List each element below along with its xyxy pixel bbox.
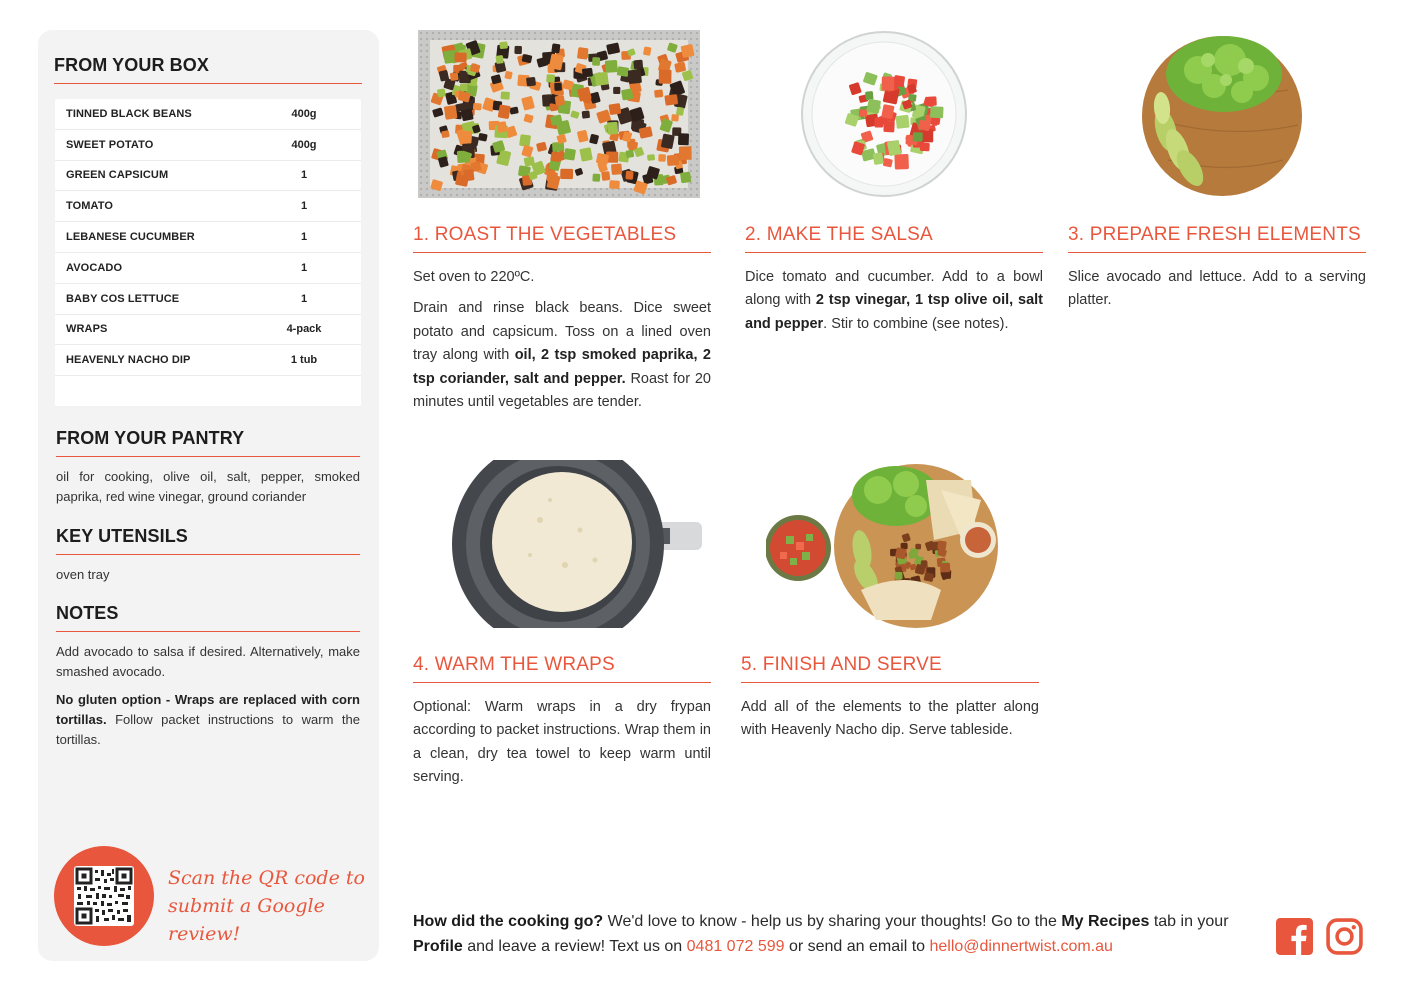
ingredient-qty: 1 tub bbox=[290, 354, 318, 367]
ingredient-name: TINNED BLACK BEANS bbox=[66, 107, 192, 120]
table-row bbox=[55, 315, 361, 346]
instagram-icon[interactable] bbox=[1326, 918, 1363, 955]
utensils-section bbox=[56, 526, 360, 585]
ingredient-qty: 1 bbox=[300, 292, 308, 305]
footer-my-recipes: My Recipes bbox=[1061, 913, 1150, 930]
review-footer bbox=[413, 909, 1263, 959]
box-section bbox=[54, 55, 362, 84]
step-5-title: 5. FINISH AND SERVE bbox=[741, 654, 1039, 683]
sidebar bbox=[38, 30, 379, 961]
step-1-title: 1. ROAST THE VEGETABLES bbox=[413, 224, 711, 253]
table-row bbox=[55, 161, 361, 192]
salsa-bowl-photo bbox=[800, 30, 968, 198]
footer-question: How did the cooking go? bbox=[413, 913, 604, 930]
ingredient-qty: 400g bbox=[291, 138, 317, 151]
ingredients-table bbox=[55, 99, 361, 406]
notes-gf-rest: Follow packet instructions to warm the tortillas. bbox=[56, 712, 360, 747]
qr-line-1: Scan the QR code to bbox=[168, 867, 365, 889]
ingredient-name: BABY COS LETTUCE bbox=[66, 292, 180, 305]
notes-text: Add avocado to salsa if desired. Alternatively, make smashed avocado. bbox=[56, 644, 360, 679]
email-link[interactable]: hello@dinnertwist.com.au bbox=[929, 938, 1113, 955]
step-2-text-bold: 2 tsp vinegar, 1 tsp olive oil, salt and pepper bbox=[745, 292, 1043, 332]
step-1-text-c: Roast for 20 minutes until vegetables are tender. bbox=[413, 370, 711, 411]
step-4-title: 4. WARM THE WRAPS bbox=[413, 654, 711, 683]
notes-gluten-free bbox=[56, 690, 360, 750]
qr-code-icon[interactable] bbox=[74, 866, 134, 926]
qr-code-badge[interactable] bbox=[54, 846, 154, 946]
step-2-text-a: Dice tomato and cucumber. Add to a bowl along with bbox=[745, 269, 1043, 309]
footer-text-4: or send an email to bbox=[784, 938, 930, 955]
step-1 bbox=[413, 224, 711, 422]
ingredient-name: TOMATO bbox=[66, 200, 114, 213]
step-2-text bbox=[745, 266, 1043, 336]
finish-and-serve-photo bbox=[766, 460, 1016, 628]
step-3 bbox=[1068, 224, 1366, 321]
pantry-section bbox=[56, 428, 360, 507]
ingredient-name: LEBANESE CUCUMBER bbox=[66, 231, 195, 244]
footer-text-3: and leave a review! Text us on bbox=[462, 938, 687, 955]
step-4-body bbox=[413, 696, 711, 790]
step-4 bbox=[413, 654, 711, 798]
step-2-body bbox=[745, 266, 1043, 336]
ingredient-name: HEAVENLY NACHO DIP bbox=[66, 354, 191, 367]
ingredient-name: SWEET POTATO bbox=[66, 138, 154, 151]
ingredient-name: WRAPS bbox=[66, 323, 108, 336]
step-3-body bbox=[1068, 266, 1366, 313]
footer-text-2: tab in your bbox=[1149, 913, 1229, 930]
qr-line-2: submit a Google review! bbox=[168, 895, 325, 945]
phone-link[interactable]: 0481 072 599 bbox=[686, 938, 785, 955]
table-row bbox=[55, 284, 361, 315]
pantry-heading: FROM YOUR PANTRY bbox=[56, 428, 360, 457]
ingredient-qty: 1 bbox=[300, 261, 308, 274]
roast-vegetables-photo bbox=[418, 30, 700, 198]
step-4-text: Optional: Warm wraps in a dry frypan according to packet instructions. Wrap them in a clean, dry tea towel to keep warm until serving. bbox=[413, 699, 711, 786]
notes-section bbox=[56, 603, 360, 750]
step-3-title: 3. PREPARE FRESH ELEMENTS bbox=[1068, 224, 1366, 253]
ingredient-qty: 4-pack bbox=[286, 323, 322, 336]
step-1-body bbox=[413, 266, 711, 414]
step-1-text-2 bbox=[413, 297, 711, 414]
notes-gf-bold: No gluten option - Wraps are replaced with corn tortillas. bbox=[56, 692, 360, 727]
table-row bbox=[55, 99, 361, 130]
ingredient-qty: 1 bbox=[300, 169, 308, 182]
ingredient-qty: 1 bbox=[300, 200, 308, 213]
pantry-text: oil for cooking, olive oil, salt, pepper, smoked paprika, red wine vinegar, ground coriander bbox=[56, 469, 360, 504]
utensils-heading: KEY UTENSILS bbox=[56, 526, 360, 555]
table-row bbox=[55, 345, 361, 376]
box-heading: FROM YOUR BOX bbox=[54, 55, 362, 84]
step-5-text: Add all of the elements to the platter along with Heavenly Nacho dip. Serve tableside. bbox=[741, 699, 1039, 739]
step-2 bbox=[745, 224, 1043, 344]
step-1-text-1: Set oven to 220ºC. bbox=[413, 269, 535, 285]
step-1-text-a: Drain and rinse black beans. Dice sweet potato and capsicum. Toss on a lined oven tray along with bbox=[413, 300, 711, 364]
ingredient-qty: 400g bbox=[291, 107, 317, 120]
warm-wraps-photo bbox=[450, 460, 702, 628]
step-1-text-bold: oil, 2 tsp smoked paprika, 2 tsp coriander, salt and pepper. bbox=[413, 347, 711, 387]
step-5-body bbox=[741, 696, 1039, 743]
ingredient-name: GREEN CAPSICUM bbox=[66, 169, 169, 182]
notes-heading: NOTES bbox=[56, 603, 360, 632]
step-2-title: 2. MAKE THE SALSA bbox=[745, 224, 1043, 253]
step-3-text: Slice avocado and lettuce. Add to a serving platter. bbox=[1068, 269, 1366, 309]
step-2-text-c: . Stir to combine (see notes). bbox=[823, 315, 1009, 332]
table-row bbox=[55, 130, 361, 161]
ingredient-qty: 1 bbox=[300, 231, 308, 244]
step-5 bbox=[741, 654, 1039, 751]
ingredient-name: AVOCADO bbox=[66, 261, 123, 274]
footer-profile: Profile bbox=[413, 938, 463, 955]
qr-review-text bbox=[168, 864, 368, 948]
table-row bbox=[55, 222, 361, 253]
table-row bbox=[55, 191, 361, 222]
fresh-elements-photo bbox=[1138, 30, 1306, 198]
utensils-text: oven tray bbox=[56, 567, 110, 582]
table-row bbox=[55, 253, 361, 284]
facebook-icon[interactable] bbox=[1276, 918, 1313, 955]
footer-text-1: We'd love to know - help us by sharing your thoughts! Go to the bbox=[603, 913, 1062, 930]
